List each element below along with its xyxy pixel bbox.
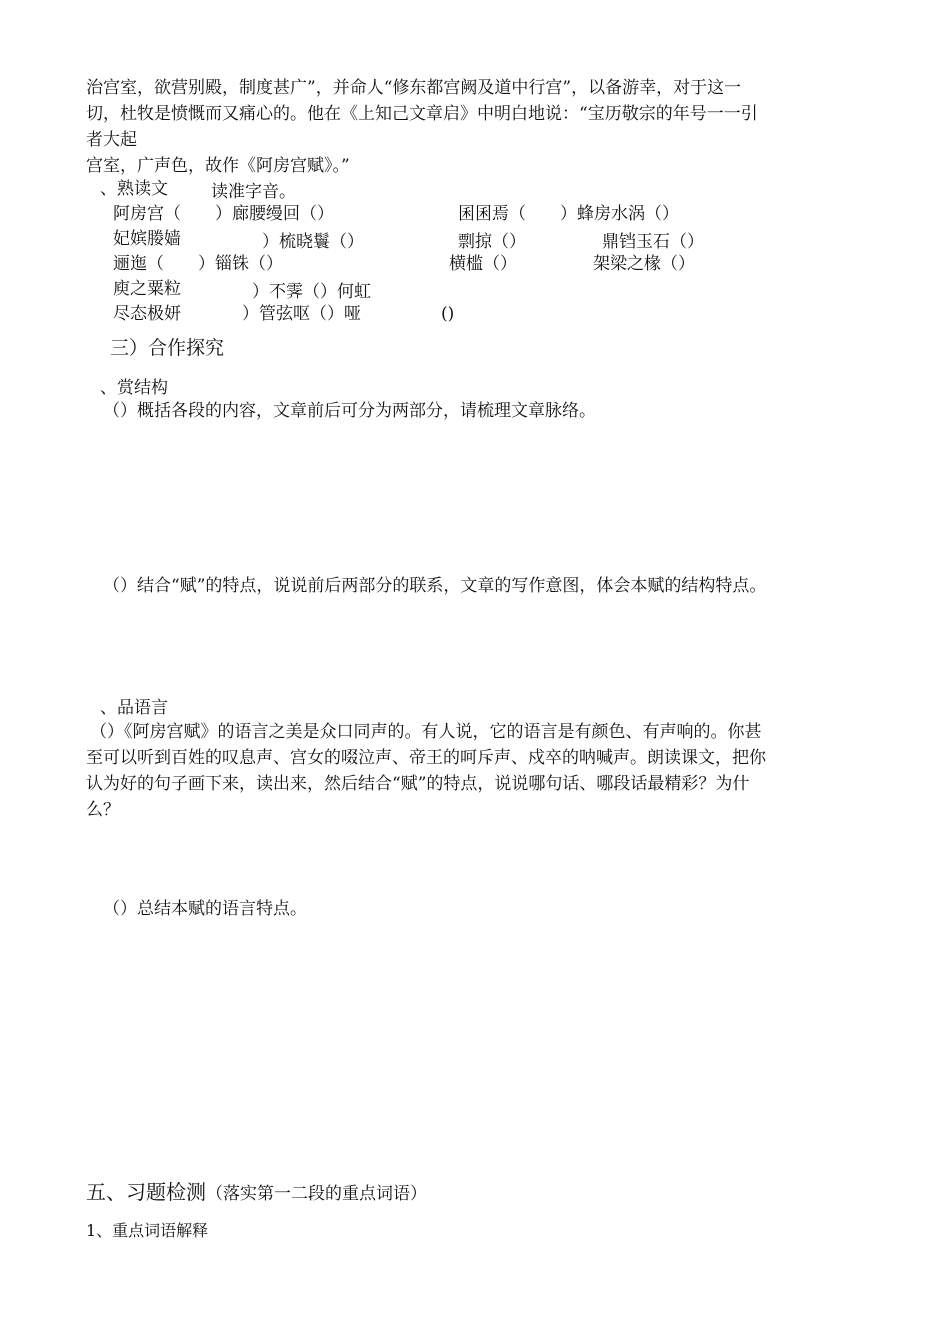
question: （）结合“赋”的特点，说说前后两部分的联系，文章的写作意图，体会本赋的结构特点。: [103, 576, 767, 596]
question-line: （）《阿房宫赋》的语言之美是众口同声的。有人说，它的语言是有颜色、有声响的。你甚: [90, 722, 762, 742]
intro-line-3: 者大起: [86, 130, 137, 150]
intro-line-2: 切，杜牧是愤慨而又痛心的。他在《上知己文章启》中明白地说：“宝历敬宗的年号一一引: [86, 104, 758, 124]
pinyin-item: 囷囷焉（ ）蜂房水涡（）: [458, 204, 679, 224]
question: （）总结本赋的语言特点。: [103, 899, 307, 919]
section5-title: 五、习题检测: [86, 1180, 206, 1204]
pinyin-item: 尽态极妍: [113, 304, 181, 324]
intro-line-1: 治宫室，欲营别殿，制度甚广”，并命人“修东都宫阙及道中行宫”，以备游幸，对于这一: [86, 78, 742, 98]
question: （）概括各段的内容，文章前后可分为两部分，请梳理文章脉络。: [103, 401, 596, 421]
pinyin-item: ）管弦呕（）哑: [242, 304, 361, 324]
sub-heading: 、品语言: [100, 698, 168, 718]
read-heading-tail: 读准字音。: [211, 182, 296, 202]
pinyin-item: 鼎铛玉石（）: [602, 232, 704, 252]
section5-subtitle: （落实第一二段的重点词语）: [206, 1184, 427, 1204]
pinyin-item: ）梳晓鬟（）: [262, 232, 364, 252]
question-line: 么？: [86, 800, 120, 820]
question-line: 至可以听到百姓的叹息声、宫女的啜泣声、帝王的呵斥声、戍卒的呐喊声。朗读课文，把你: [86, 748, 766, 768]
section-title: 三）合作探究: [110, 337, 225, 359]
pinyin-item: 妃嫔媵嫱: [113, 229, 181, 249]
pinyin-item: 横槛（）: [449, 254, 517, 274]
read-heading: 、熟读文: [100, 179, 168, 199]
sub-heading: 、赏结构: [100, 378, 168, 398]
section-title: [86, 1179, 427, 1207]
intro-line-4: 宫室，广声色，故作《阿房宫赋》。”: [86, 156, 350, 176]
pinyin-item: 逦迤（ ）锱铢（）: [113, 254, 283, 274]
pinyin-item: (): [441, 304, 455, 324]
pinyin-item: 剽掠（）: [458, 232, 526, 252]
pinyin-item: 架梁之椽（）: [593, 254, 695, 274]
exercise-item: 1、重点词语解释: [86, 1221, 209, 1240]
question-line: 认为好的句子画下来，读出来，然后结合“赋”的特点，说说哪句话、哪段话最精彩？为什: [86, 774, 750, 794]
pinyin-item: 庾之粟粒: [113, 279, 181, 299]
pinyin-item: ）不霁（）何虹: [252, 282, 371, 302]
pinyin-item: 阿房宫（ ）廊腰缦回（）: [113, 204, 334, 224]
